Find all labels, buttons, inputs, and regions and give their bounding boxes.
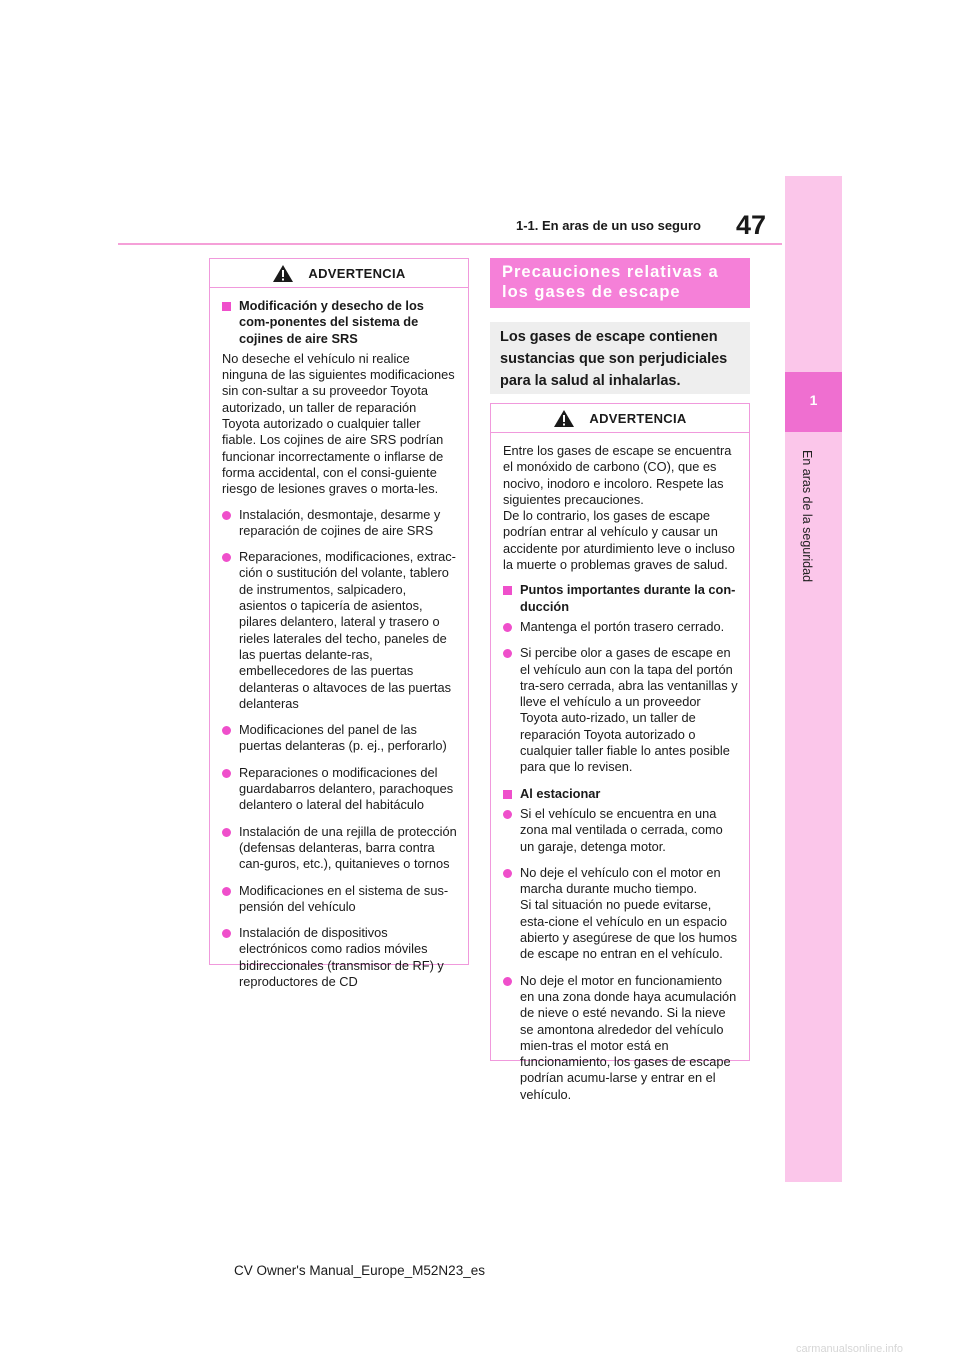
- round-bullet-icon: [222, 769, 231, 778]
- warning-header: [210, 259, 468, 288]
- list-item-text: Instalación de una rejilla de protección (defensas delanteras, barra contra can-guros, etc.), quitanieves o tornos: [239, 823, 457, 872]
- bullet-list: [222, 507, 457, 991]
- chapter-number: 1: [809, 392, 818, 408]
- list-item-text: Reparaciones o modificaciones del guardabarros delantero, parachoques delantero o lateral del habitáculo: [239, 764, 454, 813]
- list-item: [222, 824, 457, 873]
- warning-header: [491, 404, 749, 433]
- subsection-heading: [503, 786, 738, 802]
- list-item-text: Si percibe olor a gases de escape en el vehículo aun con la tapa del portón tra-sero cerrada, abra las ventanillas y lleve el vehículo a un proveedor Toyota auto-rizado, un taller de reparación Toyota autorizado o cualquier taller fiable lo antes posible para que lo revisen.: [520, 645, 738, 775]
- list-item: [222, 507, 457, 540]
- list-item: [503, 865, 738, 963]
- section-heading-band: Precauciones relativas a los gases de escape: [490, 258, 750, 308]
- list-item: [503, 973, 738, 1103]
- bullet-list: [503, 619, 738, 776]
- subsection-heading-text: Al estacionar: [520, 785, 601, 801]
- bullet-list: [503, 806, 738, 1103]
- round-bullet-icon: [222, 511, 231, 520]
- list-item-text: Instalación, desmontaje, desarme y reparación de cojines de aire SRS: [239, 506, 441, 538]
- subsection-heading: [503, 582, 738, 615]
- list-item: [503, 645, 738, 775]
- warning-title: ADVERTENCIA: [589, 410, 687, 426]
- section-intro: Los gases de escape contienen sustancias que son perjudiciales para la salud al inhalarlas.: [490, 322, 750, 394]
- list-item-text: Modificaciones en el sistema de sus-pensión del vehículo: [239, 882, 449, 914]
- warning-box-exhaust: [490, 403, 750, 1102]
- round-bullet-icon: [503, 869, 512, 878]
- manual-footer: CV Owner's Manual_Europe_M52N23_es: [234, 1263, 485, 1278]
- warning-title: ADVERTENCIA: [308, 265, 406, 281]
- list-item: [222, 765, 457, 814]
- list-item-text: Mantenga el portón trasero cerrado.: [520, 618, 725, 634]
- round-bullet-icon: [222, 828, 231, 837]
- list-item-text: Reparaciones, modificaciones, extrac-ción o sustitución del volante, tablero de instrumentos, salpicadero, asientos o tapicería de asientos, pilares delantero, lateral y trasero o rieles laterales del techo, paneles de las puertas delante-ras, embellecedores de las puertas delanteras o altavoces de las puertas delanteras: [239, 549, 456, 711]
- round-bullet-icon: [503, 810, 512, 819]
- square-bullet-icon: [222, 302, 231, 311]
- list-item-text: Si el vehículo se encuentra en una zona mal ventilada o cerrada, como un garaje, detenga motor.: [520, 805, 723, 854]
- round-bullet-icon: [222, 887, 231, 896]
- list-item: [222, 549, 457, 712]
- list-item-text: No deje el motor en funcionamiento en una zona donde haya acumulación de nieve o esté nevando. Si la nieve se amontona alrededor del vehículo mien-tras el motor está en funcionamiento, los gases de escape podrían acumu-larse y entrar en el vehículo.: [520, 972, 737, 1102]
- list-item: [222, 883, 457, 916]
- chapter-label: En aras de la seguridad: [800, 450, 814, 583]
- warning-triangle-icon: [553, 409, 575, 428]
- chapter-side-tab: [785, 176, 842, 1182]
- square-bullet-icon: [503, 586, 512, 595]
- list-item: [503, 806, 738, 855]
- section-title: 1-1. En aras de un uso seguro: [516, 218, 701, 233]
- round-bullet-icon: [503, 649, 512, 658]
- round-bullet-icon: [222, 553, 231, 562]
- header-divider: [118, 243, 782, 245]
- list-item-text: Instalación de dispositivos electrónicos como radios móviles bidireccionales (transmisor de RF) y reproductores de CD: [239, 925, 444, 989]
- list-item: [503, 619, 738, 635]
- square-bullet-icon: [503, 790, 512, 799]
- page-number: 47: [736, 210, 767, 240]
- list-item: [222, 722, 457, 755]
- round-bullet-icon: [222, 929, 231, 938]
- warning-triangle-icon: [272, 264, 294, 283]
- list-item: [222, 925, 457, 990]
- round-bullet-icon: [222, 726, 231, 735]
- list-item-text: No deje el vehículo con el motor en marcha durante mucho tiempo. Si tal situación no puede evitarse, esta-cione el vehículo en un espacio abierto y asegúrese de que los humos de escape no entran en el vehículo.: [520, 864, 737, 962]
- subsection-heading-text: Puntos importantes durante la con-ducción: [520, 582, 736, 614]
- warning-heading: [222, 298, 457, 347]
- warning-intro: Entre los gases de escape se encuentra el monóxido de carbono (CO), que es nocivo, inodoro e incoloro. Respete las siguientes precauciones. De lo contrario, los gases de escape podrían entrar al vehículo y causar un accidente por aturdimiento leve o incluso la muerte o problemas graves de salud.: [503, 443, 735, 573]
- list-item-text: Modificaciones del panel de las puertas delanteras (p. ej., perforarlo): [239, 722, 447, 754]
- round-bullet-icon: [503, 977, 512, 986]
- watermark: carmanualsonline.info: [796, 1343, 904, 1355]
- warning-heading-text: Modificación y desecho de los com-ponentes del sistema de cojines de aire SRS: [239, 298, 424, 346]
- warning-intro: No deseche el vehículo ni realice ninguna de las siguientes modificaciones sin con-sultar a su proveedor Toyota autorizado, un taller de reparación Toyota autorizado o cualquier taller fiable. Los cojines de aire SRS podrían funcionar incorrectamente o inflarse de forma accidental, con el consi-guiente riesgo de lesiones graves o morta-les.: [222, 350, 455, 497]
- round-bullet-icon: [503, 623, 512, 632]
- warning-box-srs: [209, 258, 469, 989]
